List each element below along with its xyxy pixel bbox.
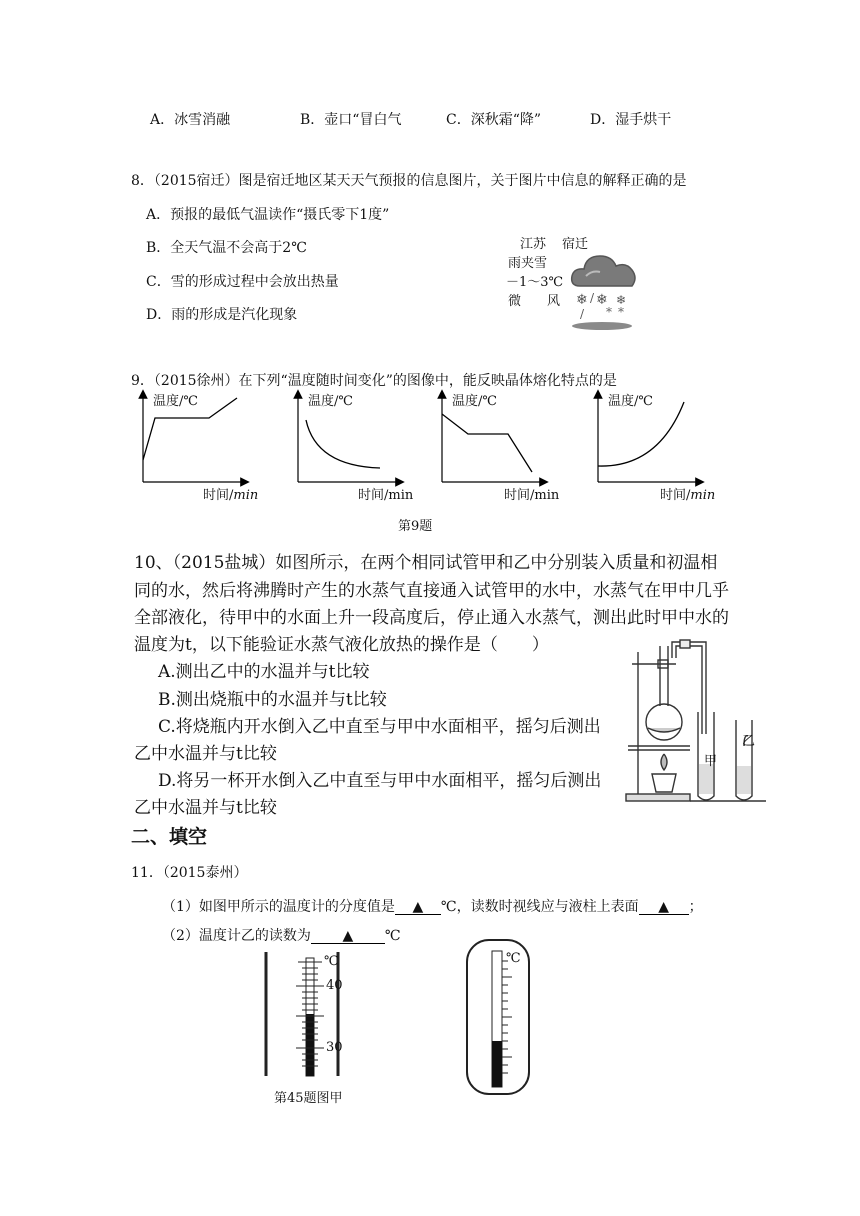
q10-option-d-cont: 乙中水温并与t比较	[134, 798, 277, 818]
thermometer-yi	[464, 937, 536, 1099]
svg-text:❄: ❄	[596, 292, 608, 308]
q8-option-b: B．全天气温不会高于2℃	[146, 240, 307, 256]
forecast-temp-range: －1～3℃	[506, 275, 564, 290]
tube-jia-label: 甲	[704, 754, 718, 769]
answer-blank-2[interactable]: ▲	[639, 900, 689, 915]
section-title: 二、填空	[131, 826, 208, 848]
q10-line-1: 10、（2015盐城）如图所示，在两个相同试管甲和乙中分别装入质量和初温相	[134, 553, 718, 573]
graph-b-xlabel: 时间/min	[358, 488, 414, 503]
q10-option-d: D.将另一杯开水倒入乙中直至与甲中水面相平，摇匀后测出	[158, 771, 602, 791]
forecast-province: 江苏	[520, 237, 547, 252]
graph-d-ylabel: 温度/℃	[608, 394, 653, 409]
q10-line-3: 全部液化，待甲中的水面上升一段高度后，停止通入水蒸气，测出此时甲中水的	[134, 608, 729, 628]
thermo-yi-unit: ℃	[506, 951, 521, 966]
graph-a-xlabel: 时间/min	[203, 488, 259, 503]
q10-option-b: B.测出烧瓶中的水温并与t比较	[158, 690, 387, 710]
thermo-jia-tick-30: 30	[326, 1040, 343, 1055]
thermometer-jia-caption: 第45题图甲	[274, 1091, 343, 1106]
q9-graph-a	[133, 388, 283, 504]
graph-c-ylabel: 温度/℃	[452, 394, 497, 409]
q9-caption: 第9题	[398, 519, 433, 534]
q8-option-c: C．雪的形成过程中会放出热量	[146, 274, 339, 290]
svg-text:*: *	[606, 305, 612, 319]
q11-stem: 11．（2015泰州）	[131, 865, 248, 881]
q7-option-b: B．壶口“冒白气	[300, 112, 402, 128]
forecast-weather: 雨夹雪	[508, 256, 548, 271]
q7-option-c: C．深秋霜“降”	[446, 112, 542, 128]
q7-option-d: D．湿手烘干	[590, 112, 672, 128]
thermo-jia-unit: ℃	[324, 954, 339, 969]
answer-blank-3[interactable]: ▲	[311, 929, 385, 944]
q11-part1: （1）如图甲所示的温度计的分度值是 ▲ ℃，读数时视线应与液柱上表面 ▲ ；	[162, 899, 703, 915]
forecast-city: 宿迁	[562, 237, 589, 252]
forecast-wind: 微 风	[508, 294, 561, 309]
graph-b-ylabel: 温度/℃	[308, 394, 353, 409]
svg-text:/: /	[590, 291, 595, 305]
q8-option-a: A．预报的最低气温读作“摄氏零下1度”	[146, 207, 390, 223]
q9-graph-b	[288, 388, 438, 504]
q10-option-c-cont: 乙中水温并与t比较	[134, 744, 277, 764]
q9-graph-d	[588, 388, 738, 504]
graph-a-ylabel: 温度/℃	[153, 394, 198, 409]
graph-c-xlabel: 时间/min	[504, 488, 560, 503]
svg-text:❄: ❄	[576, 292, 588, 308]
graph-d-xlabel: 时间/min	[660, 488, 716, 503]
tube-yi-label: 乙	[742, 734, 756, 749]
apparatus-drawing	[618, 634, 770, 810]
thermometer-jia	[262, 948, 372, 1088]
q10-option-c: C.将烧瓶内开水倒入乙中直至与甲中水面相平，摇匀后测出	[158, 717, 601, 737]
steam-apparatus-figure	[618, 634, 770, 810]
q8-stem: 8．（2015宿迁）图是宿迁地区某天天气预报的信息图片，关于图片中信息的解释正确的是	[131, 173, 687, 189]
q8-option-d: D．雨的形成是汽化现象	[146, 307, 298, 323]
svg-text:❄: ❄	[616, 293, 627, 307]
q10-line-4: 温度为t，以下能验证水蒸气液化放热的操作是（ ）	[134, 635, 549, 655]
thermometer-jia-drawing	[262, 948, 372, 1088]
thermo-jia-tick-40: 40	[326, 978, 343, 993]
q10-option-a: A.测出乙中的水温并与t比较	[158, 662, 370, 682]
q9-stem: 9．（2015徐州）在下列“温度随时间变化”的图像中，能反映晶体熔化特点的是	[131, 373, 617, 389]
thermometer-yi-drawing	[464, 937, 536, 1099]
sleet-cloud-icon	[566, 246, 642, 332]
q9-graph-c	[432, 388, 582, 504]
answer-blank-1[interactable]: ▲	[395, 900, 441, 915]
q11-part2: （2）温度计乙的读数为 ▲ ℃	[162, 928, 401, 944]
q10-line-2: 同的水，然后将沸腾时产生的水蒸气直接通入试管甲的水中，水蒸气在甲中几乎	[134, 581, 729, 601]
svg-text:*: *	[618, 305, 624, 319]
svg-text:/: /	[580, 307, 585, 321]
q7-option-a: A．冰雪消融	[150, 112, 231, 128]
